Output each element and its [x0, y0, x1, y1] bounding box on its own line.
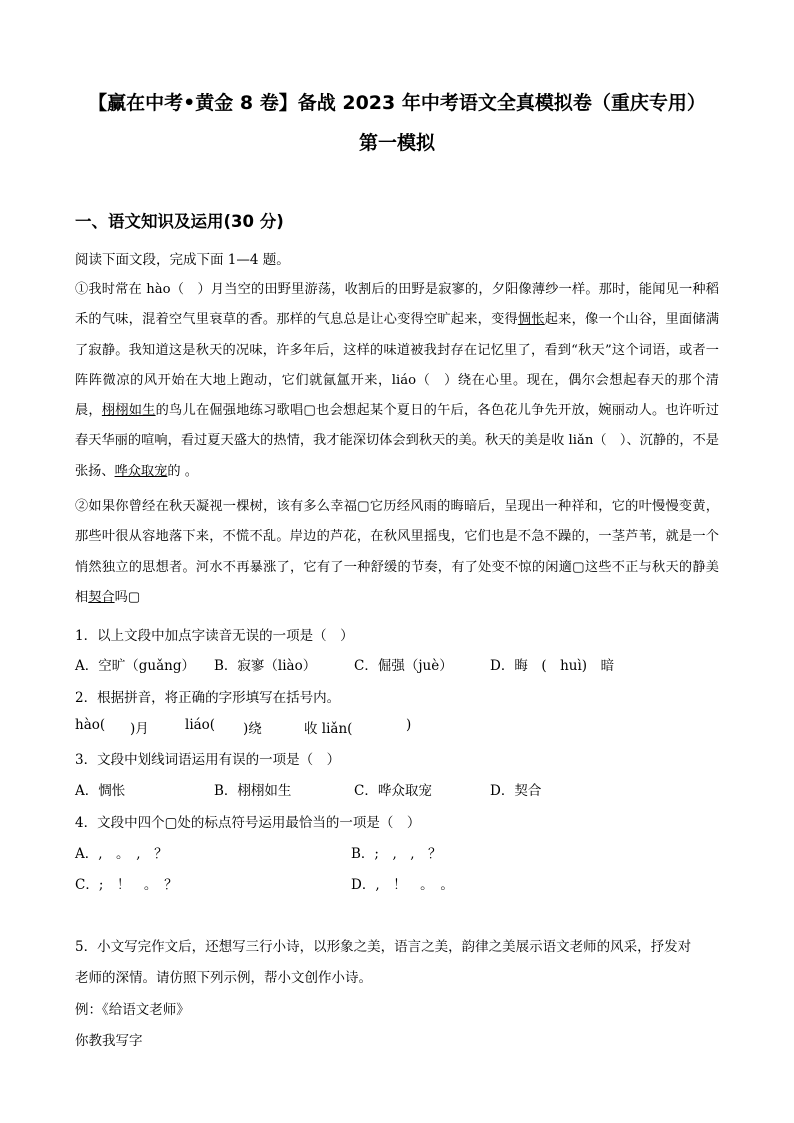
underlined-word-3: 哗众取宠	[114, 463, 168, 479]
document-title: 【赢在中考•黄金 8 卷】备战 2023 年中考语文全真模拟卷（重庆专用）	[88, 92, 706, 114]
question-5-example-label: 例：《给语文老师》	[75, 1002, 190, 1018]
q1-option-d: D．晦 ( huì) 暗	[490, 658, 615, 674]
q3-option-d: D．契合	[490, 783, 542, 799]
question-5-example-line-1: 你教我写字	[75, 1033, 143, 1049]
passage-2-text-a: ②如果你曾经在秋天凝视一棵树，该有多么幸福▢它历经风雨的晦暗后，呈现出一种祥和，它的叶慢慢变黄，那些叶很从容地落下来，不慌不乱。岸边的芦花，在秋风里摇曳，它们也是不急不躁的，一茎芦苇，就是一个悄然独立的思想者。河水不再暴涨了，它有了一种舒缓的节奏，有了处变不惊的闲適▢这些不正与秋天的静美相	[75, 499, 719, 605]
q4-option-b: B．; , , ？	[351, 846, 442, 862]
reading-instruction: 阅读下面文段，完成下面 1—4 题。	[75, 252, 290, 268]
q2-blank-3-open: 收 liǎn(	[304, 721, 353, 737]
q2-blank-1-open: hào(	[75, 717, 106, 733]
section-heading: 一、语文知识及运用(30 分)	[75, 212, 284, 231]
q4-option-c: C．; ！ 。 ？	[75, 877, 178, 893]
q2-blank-2-open: liáo(	[185, 717, 216, 733]
question-3-stem: 3．文段中划线词语运用有误的一项是（ ）	[75, 752, 341, 768]
q1-option-c: C．倔强（juè）	[354, 658, 453, 674]
passage-2-text-b: 吗▢	[114, 589, 141, 605]
q2-blank-3-close: )	[406, 717, 412, 733]
q2-blank-1-close: )月	[130, 721, 149, 737]
document-subtitle: 第一模拟	[358, 132, 435, 154]
passage-1-text-c: 的鸟儿在倔强地练习歌唱▢也会想起某个夏日的午后，各色花儿争先开放，婉丽动人。也许听过春天华丽的喧响，看过夏天盛大的热情，我才能深切体会到秋天的美。秋天的美是收 liǎn（ ）、沉静的，不是张扬、	[75, 403, 719, 479]
passage-paragraph-1	[75, 275, 719, 487]
passage-1-text-b: 起来，像一个山谷，里面储满了寂静。我知道这是秋天的况味，许多年后，这样的味道被我封存在记忆里了，看到“秋天”这个词语，或者一阵阵微凉的风开始在大地上跑动，它们就氤氲开来，liáo（ ）绕在心里。现在，偶尔会想起春天的那个清晨，	[75, 312, 720, 419]
underlined-word-2: 栩栩如生	[101, 403, 156, 419]
question-5-stem-line-2: 老师的深情。请仿照下列示例，帮小文创作小诗。	[75, 970, 372, 986]
q2-blank-2-close: )绕	[243, 721, 262, 737]
passage-1-text-a: ①我时常在 hào（ ）月当空的田野里游荡，收割后的田野是寂寥的，夕阳像薄纱一样。那时，能闻见一种稻禾的气味，混着空气里衰草的香。那样的气息总是让心变得空旷起来，变得	[75, 282, 719, 328]
passage-1-text-d: 的 。	[167, 463, 198, 479]
passage-paragraph-2	[75, 492, 719, 613]
question-5-stem-line-1: 5．小文写完作文后，还想写三行小诗，以形象之美，语言之美，韵律之美展示语文老师的风采，抒发对	[75, 939, 692, 955]
q3-option-c: C．哗众取宠	[354, 783, 432, 799]
q3-option-b: B．栩栩如生	[214, 783, 292, 799]
underlined-word-1: 惆怅	[517, 312, 545, 328]
question-2-stem: 2．根据拼音，将正确的字形填写在括号内。	[75, 690, 341, 706]
underlined-word-4: 契合	[88, 589, 115, 605]
q3-option-a: A．惆怅	[75, 783, 126, 799]
q1-option-a: A．空旷（guǎng）	[75, 658, 195, 674]
question-1-stem: 1．以上文段中加点字读音无误的一项是（ ）	[75, 628, 354, 644]
q4-option-d: D．, ！ 。 。	[351, 877, 454, 893]
q1-option-b: B．寂寥（liào）	[214, 658, 317, 674]
question-4-stem: 4．文段中四个▢处的标点符号运用最恰当的一项是（ ）	[75, 815, 421, 831]
q4-option-a: A．, 。 , ？	[75, 846, 168, 862]
